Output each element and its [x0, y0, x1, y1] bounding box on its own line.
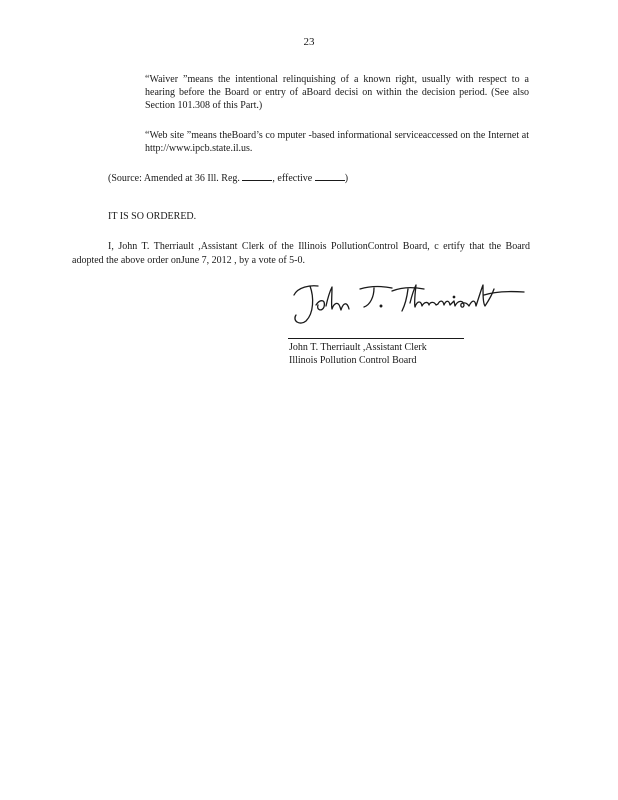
source-suffix: ) — [344, 173, 349, 184]
source-note — [108, 171, 348, 185]
handwritten-signature — [288, 277, 528, 329]
source-prefix: (Source: Amended at 36 Ill. Reg. — [108, 173, 240, 184]
definition-text: “Web site ”means theBoard’s co mputer -based informational serviceaccessed on the Internet at http://www.ipcb.state.il.us. — [145, 130, 529, 154]
effective-date-blank — [315, 171, 345, 181]
page-number: 23 — [303, 36, 315, 48]
signer-name-title: John T. Therriault ,Assistant Clerk — [289, 342, 427, 353]
register-blank — [242, 171, 272, 181]
source-middle: , effective — [272, 173, 313, 184]
certification-paragraph: I, John T. Therriault ,Assistant Clerk of the Illinois PollutionControl Board, c ertify that the Board adopted the above order onJune 7, 2012 , by a vote of 5-0. — [72, 241, 530, 266]
definition-text: “Waiver ”means the intentional relinquishing of a known right, usually with respect to a hearing before the Board or entry of aBoard decisi on within the decision period. (See also Section 101.308 of this Part.) — [145, 74, 529, 111]
signature-block — [289, 341, 427, 367]
signer-organization: Illinois Pollution Control Board — [289, 355, 417, 366]
signature-line — [288, 338, 464, 339]
definition-web-site — [145, 129, 529, 155]
order-statement: IT IS SO ORDERED. — [108, 211, 197, 222]
definition-waiver — [145, 73, 529, 112]
